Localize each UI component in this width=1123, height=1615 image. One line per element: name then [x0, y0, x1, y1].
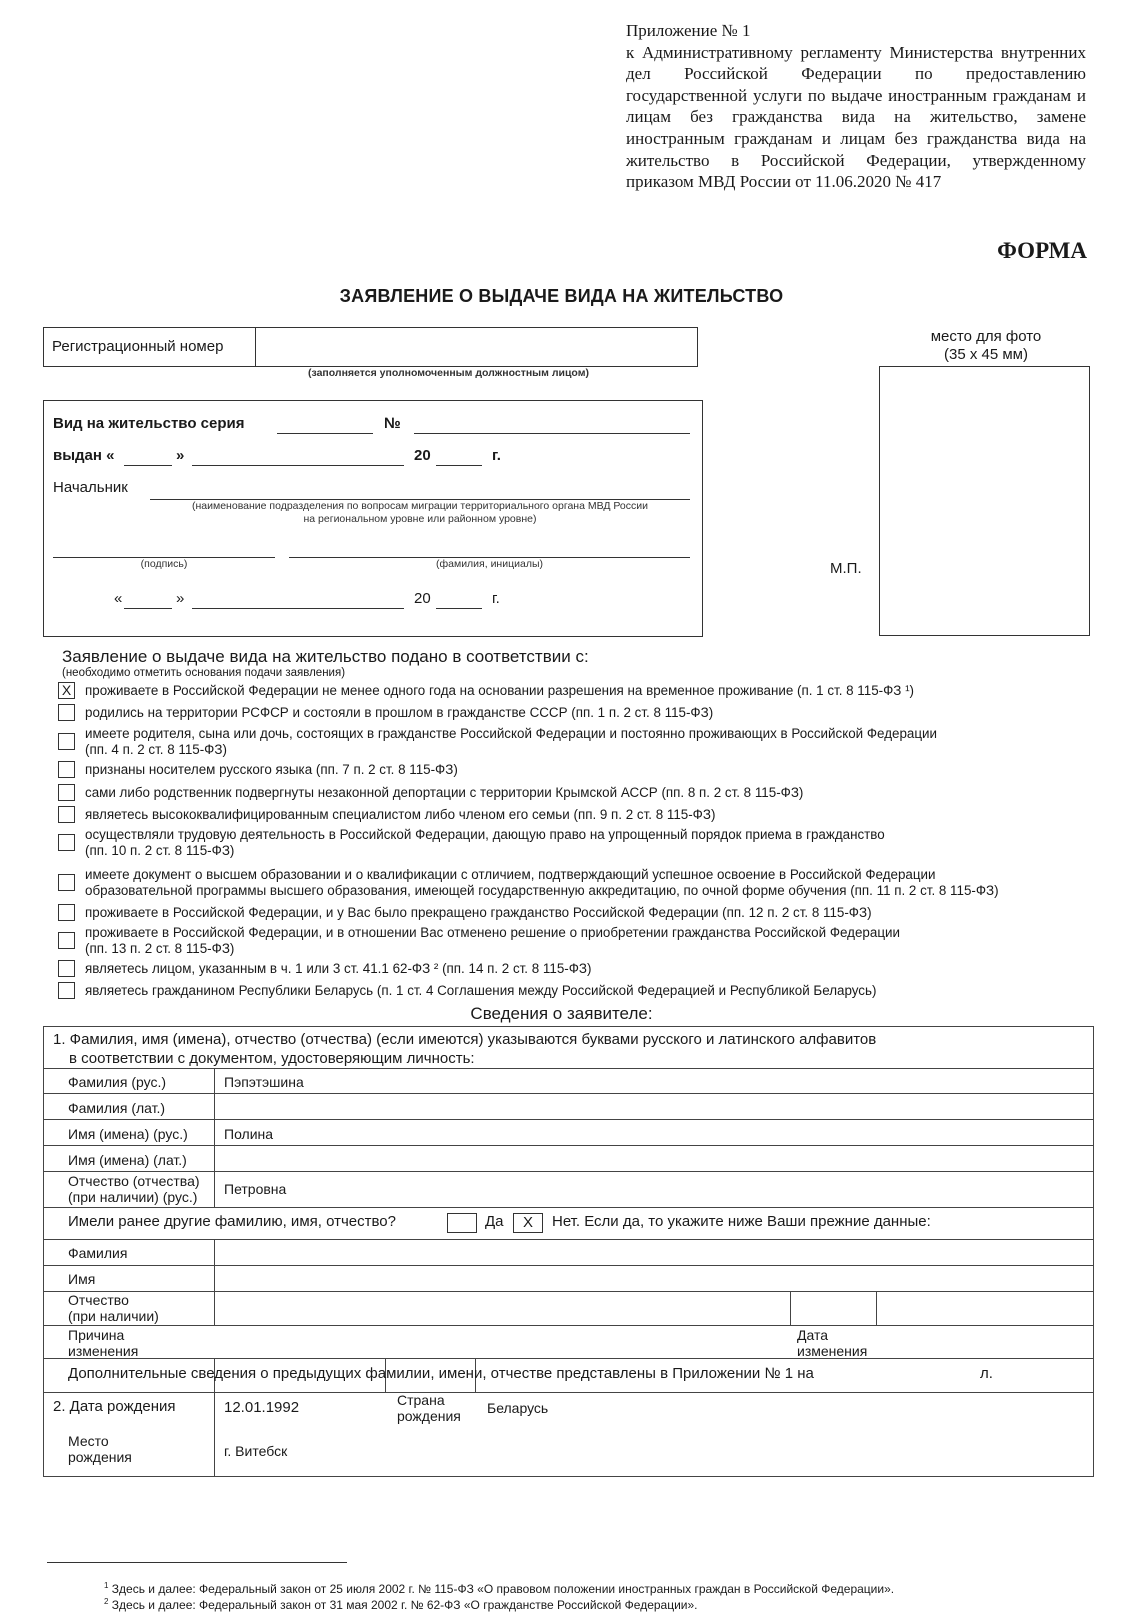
col-divider — [214, 1068, 215, 1207]
birth-place-label-1: Место — [68, 1433, 109, 1449]
ground-checkbox-1[interactable]: X — [58, 682, 75, 699]
ground-text-1: проживаете в Российской Федерации не менее одного года на основании разрешения на временное проживание (п. 1 ст. 8 115-ФЗ ¹) — [85, 683, 915, 698]
surname-ru-field[interactable]: Пэпэтэшина — [224, 1074, 304, 1090]
grounds-heading: Заявление о выдаче вида на жительство подано в соответствии с: — [62, 647, 589, 666]
prev-name-label: Имя — [68, 1271, 96, 1287]
ground-text-4: признаны носителем русского языка (пп. 7 п. 2 ст. 8 115-ФЗ) — [85, 762, 458, 777]
birth-date-label: 2. Дата рождения — [53, 1398, 176, 1415]
reg-divider — [255, 328, 257, 366]
birth-place-label-2: рождения — [68, 1449, 132, 1465]
ground-checkbox-7[interactable] — [58, 834, 75, 851]
birth-place-label — [68, 1433, 132, 1465]
name-ru-field[interactable]: Полина — [224, 1126, 274, 1142]
reason-label-1: Причина — [68, 1327, 125, 1343]
birth-date-field[interactable]: 12.01.1992 — [224, 1399, 300, 1416]
row-divider — [44, 1392, 1094, 1393]
ground-text-3a: имеете родителя, сына или дочь, состоящих в гражданстве Российской Федерации и постоянно проживающих в Российской Федерации — [85, 726, 937, 741]
ground-checkbox-3[interactable] — [58, 733, 75, 750]
ground-text-10a: проживаете в Российской Федерации, и в отношении Вас отменено решение о приобретении гражданства Российской Федерации — [85, 925, 900, 940]
issued-quote-close: » — [176, 447, 185, 464]
ground-checkbox-10[interactable] — [58, 932, 75, 949]
ground-text-10 — [85, 925, 900, 957]
ground-text-11: являетесь лицом, указанным в ч. 1 или 3 ст. 41.1 62-ФЗ ² (пп. 14 п. 2 ст. 8 115-ФЗ) — [85, 961, 592, 976]
date-change-label-2: изменения — [797, 1343, 868, 1359]
row-divider — [44, 1068, 1094, 1069]
prev-patronymic-label — [68, 1292, 159, 1324]
ground-checkbox-8[interactable] — [58, 874, 75, 891]
ground-text-7 — [85, 827, 885, 859]
previous-no-checkbox[interactable]: X — [513, 1213, 543, 1233]
number-label: № — [384, 415, 401, 432]
issued-year-prefix: 20 — [414, 447, 431, 464]
ground-checkbox-12[interactable] — [58, 982, 75, 999]
page-title: ЗАЯВЛЕНИЕ О ВЫДАЧЕ ВИДА НА ЖИТЕЛЬСТВО — [339, 286, 784, 306]
sign-year-prefix: 20 — [414, 590, 431, 607]
annex-block — [626, 20, 1086, 193]
row-divider — [44, 1358, 1094, 1359]
reg-number-field[interactable] — [264, 338, 684, 358]
col-divider — [214, 1392, 215, 1477]
ground-checkbox-2[interactable] — [58, 704, 75, 721]
row-divider — [44, 1325, 1094, 1326]
reason-label — [68, 1327, 138, 1359]
series-field[interactable] — [277, 433, 373, 434]
birth-place-field[interactable]: г. Витебск — [224, 1443, 288, 1459]
date-change-label — [797, 1327, 867, 1359]
additional-sheets-suffix: л. — [980, 1365, 993, 1382]
row-divider — [44, 1291, 1094, 1292]
ground-checkbox-11[interactable] — [58, 960, 75, 977]
ground-text-3 — [85, 726, 937, 758]
birth-country-label-1: Страна — [397, 1392, 445, 1408]
row-divider — [44, 1171, 1094, 1172]
dept-note-1: (наименование подразделения по вопросам миграции территориального органа МВД России — [192, 500, 648, 512]
ground-text-6: являетесь высококвалифицированным специалистом либо членом его семьи (пп. 9 п. 2 ст. 8 115-ФЗ) — [85, 807, 716, 822]
footnote-2-number: 2 — [104, 1597, 109, 1606]
issued-year-suffix: г. — [492, 447, 501, 464]
row-divider — [44, 1119, 1094, 1120]
photo-placeholder — [879, 366, 1090, 636]
date-quote-close: » — [176, 590, 185, 607]
officer-name-note: (фамилия, инициалы) — [436, 558, 543, 570]
applicant-heading: Сведения о заявителе: — [470, 1004, 653, 1023]
chief-label: Начальник — [53, 479, 128, 496]
ground-text-8b: образовательной программы высшего образования, имеющей государственную аккредитацию, по очной форме обучения (пп. 11 п. 2 ст. 8 115-ФЗ) — [85, 883, 999, 898]
row-divider — [44, 1207, 1094, 1208]
surname-lat-label: Фамилия (лат.) — [68, 1100, 166, 1116]
row-divider — [44, 1265, 1094, 1266]
reg-note: (заполняется уполномоченным должностным лицом) — [308, 367, 589, 379]
grounds-subheading: (необходимо отметить основания подачи заявления) — [62, 667, 346, 679]
reg-number-label: Регистрационный номер — [52, 338, 224, 355]
sign-year-field[interactable] — [436, 608, 482, 609]
row-divider — [44, 1093, 1094, 1094]
name-ru-label: Имя (имена) (рус.) — [68, 1126, 188, 1142]
photo-label — [880, 328, 1092, 364]
patronymic-label-2: (при наличии) (рус.) — [68, 1189, 198, 1205]
ground-checkbox-6[interactable] — [58, 806, 75, 823]
issued-year-field[interactable] — [436, 465, 482, 466]
birth-country-field[interactable]: Беларусь — [487, 1400, 549, 1416]
ground-text-8a: имеете документ о высшем образовании и о квалификации с отличием, подтверждающий успешное освоение в Российской Федерации — [85, 867, 936, 882]
annex-body: к Административному регламенту Министерства внутренних дел Российской Федерации по предоставлению государственной услуги по выдаче иностранным гражданам и лицам без гражданства вида на жительство, замене иностранным гражданам и лицам без гражданства вида на жительство в Российской Федерации, утвержденному приказом МВД России от 11.06.2020 № 417 — [626, 42, 1086, 192]
footnote-1-number: 1 — [104, 1581, 109, 1590]
ground-checkbox-4[interactable] — [58, 761, 75, 778]
col-divider — [214, 1239, 215, 1325]
ground-text-5: сами либо родственник подвергнуты незаконной депортации с территории Крымской АССР (пп. 8 п. 2 ст. 8 115-ФЗ) — [85, 785, 804, 800]
date-quote-open: « — [114, 590, 123, 607]
patronymic-label — [68, 1173, 200, 1205]
ground-text-2: родились на территории РСФСР и состояли в прошлом в гражданстве СССР (пп. 1 п. 2 ст. 8 115-ФЗ) — [85, 705, 714, 720]
prev-patronymic-label-1: Отчество — [68, 1292, 129, 1308]
footnote-2-text: Здесь и далее: Федеральный закон от 31 мая 2002 г. № 62-ФЗ «О гражданстве Российской Федерации». — [111, 1598, 698, 1612]
row-divider — [44, 1239, 1094, 1240]
birth-country-label-2: рождения — [397, 1408, 461, 1424]
ground-text-7a: осуществляли трудовую деятельность в Российской Федерации, дающую право на упрощенный порядок приема в гражданство — [85, 827, 885, 842]
col-divider — [790, 1291, 791, 1325]
footnote-2 — [104, 1594, 698, 1613]
reg-number-box — [43, 327, 698, 367]
sign-month-field[interactable] — [192, 608, 404, 609]
previous-yes-checkbox[interactable] — [447, 1213, 477, 1233]
prev-patronymic-label-2: (при наличии) — [68, 1308, 159, 1324]
col-divider — [876, 1291, 877, 1325]
signature-note: (подпись) — [140, 558, 188, 570]
ground-checkbox-5[interactable] — [58, 784, 75, 801]
patronymic-field[interactable]: Петровна — [224, 1181, 287, 1197]
form-label: ФОРМА — [997, 238, 1087, 263]
ground-checkbox-9[interactable] — [58, 904, 75, 921]
ground-text-9: проживаете в Российской Федерации, и у Вас было прекращено гражданство Российской Федерации (пп. 12 п. 2 ст. 8 115-ФЗ) — [85, 905, 872, 920]
sign-day-field[interactable] — [124, 608, 172, 609]
footnote-rule — [47, 1562, 347, 1563]
section1-line1: 1. Фамилия, имя (имена), отчество (отчества) (если имеются) указываются буквами русского и латинского алфавитов — [53, 1031, 877, 1048]
section1-header — [53, 1030, 876, 1068]
series-label: Вид на жительство серия — [53, 415, 245, 432]
ground-text-10b: (пп. 13 п. 2 ст. 8 115-ФЗ) — [85, 941, 235, 956]
photo-label-2: (35 х 45 мм) — [944, 346, 1028, 363]
reason-label-2: изменения — [68, 1343, 139, 1359]
additional-info: Дополнительные сведения о предыдущих фамилии, имени, отчестве представлены в Приложении № 1 на — [68, 1365, 814, 1382]
issued-month-field[interactable] — [192, 465, 404, 466]
previous-yes-label: Да — [485, 1213, 504, 1230]
patronymic-label-1: Отчество (отчества) — [68, 1173, 200, 1189]
ground-text-3b: (пп. 4 п. 2 ст. 8 115-ФЗ) — [85, 742, 227, 757]
number-field[interactable] — [414, 433, 690, 434]
name-lat-label: Имя (имена) (лат.) — [68, 1152, 187, 1168]
issued-label: выдан « — [53, 447, 115, 464]
date-change-label-1: Дата — [797, 1327, 829, 1343]
previous-no-label: Нет. Если да, то укажите ниже Ваши прежние данные: — [552, 1213, 931, 1230]
surname-ru-label: Фамилия (рус.) — [68, 1074, 167, 1090]
row-divider — [44, 1145, 1094, 1146]
prev-surname-label: Фамилия — [68, 1245, 128, 1261]
footnote-1-text: Здесь и далее: Федеральный закон от 25 июля 2002 г. № 115-ФЗ «О правовом положении иностранных граждан в Российской Федерации». — [111, 1582, 895, 1596]
stamp-label: М.П. — [830, 560, 862, 577]
ground-text-7b: (пп. 10 п. 2 ст. 8 115-ФЗ) — [85, 843, 235, 858]
sign-year-suffix: г. — [492, 590, 500, 607]
birth-country-label — [397, 1392, 461, 1424]
annex-title: Приложение № 1 — [626, 21, 751, 40]
issued-day-field[interactable] — [124, 465, 172, 466]
ground-text-12: являетесь гражданином Республики Беларусь (п. 1 ст. 4 Соглашения между Российской Федерацией и Республикой Беларусь) — [85, 983, 877, 998]
photo-label-1: место для фото — [930, 328, 1042, 345]
section1-line2: в соответствии с документом, удостоверяющим личность: — [69, 1050, 475, 1067]
ground-text-8 — [85, 867, 999, 899]
dept-note-2: на региональном уровне или районном уровне) — [303, 513, 537, 525]
previous-names-question: Имели ранее другие фамилию, имя, отчество? — [68, 1213, 396, 1230]
dept-note — [150, 500, 690, 526]
